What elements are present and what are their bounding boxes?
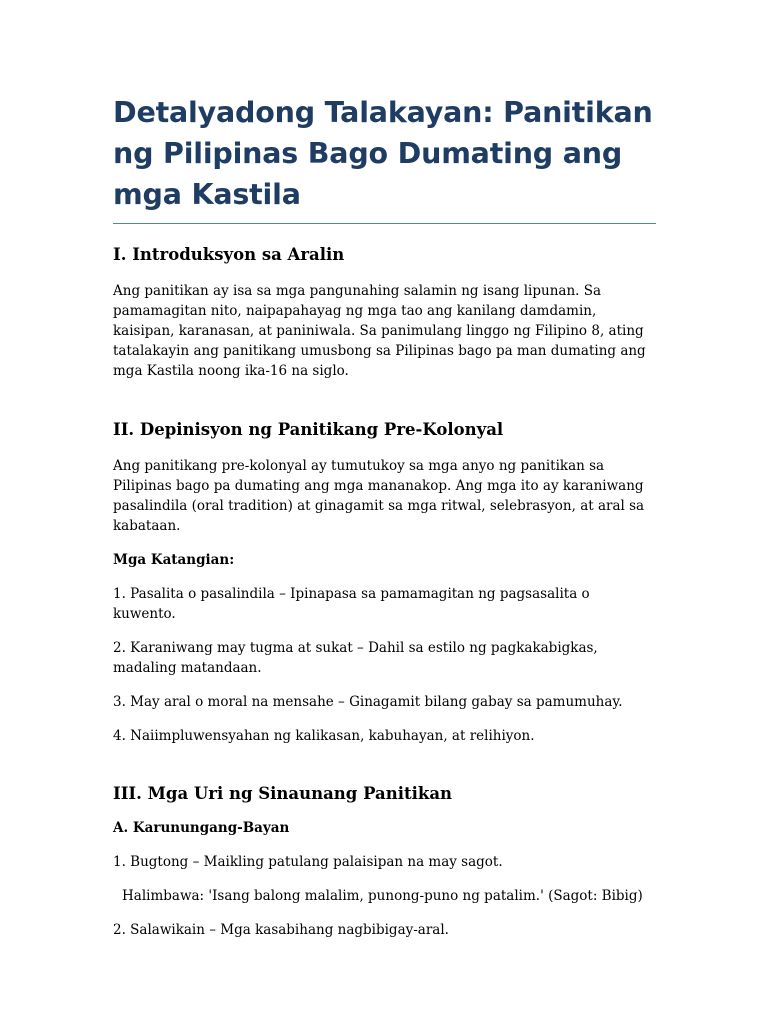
document-title: Detalyadong Talakayan: Panitikan ng Pilipinas Bago Dumating ang mga Kastila [113, 96, 653, 211]
list-item: 2. Karaniwang may tugma at sukat – Dahil sa estilo ng pagkakabigkas, madaling matandaan. [113, 640, 598, 676]
section-heading-definition: II. Depinisyon ng Panitikang Pre-Kolonyal [113, 420, 504, 439]
list-item: 4. Naiimpluwensyahan ng kalikasan, kabuhayan, at relihiyon. [113, 728, 535, 744]
list-item: 2. Salawikain – Mga kasabihang nagbibigay-aral. [113, 922, 449, 938]
characteristics-heading: Mga Katangian: [113, 552, 235, 568]
section-heading-types: III. Mga Uri ng Sinaunang Panitikan [113, 784, 453, 803]
title-underline [113, 223, 656, 224]
list-item: 1. Bugtong – Maikling patulang palaisipan na may sagot. [113, 854, 503, 870]
list-item: 1. Pasalita o pasalindila – Ipinapasa sa pamamagitan ng pagsasalita o kuwento. [113, 586, 590, 622]
intro-paragraph: Ang panitikan ay isa sa mga pangunahing salamin ng isang lipunan. Sa pamamagitan nito, naipapahayag ng mga tao ang kanilang damdamin, kaisipan, karanasan, at paniniwala. Sa panimulang linggo ng Filipino 8, ating tatalakayin ang panitikang umusbong sa Pilipinas bago pa man dumating ang mga Kastila noong ika-16 na siglo. [113, 283, 646, 379]
example-line: Halimbawa: 'Isang balong malalim, punong-puno ng patalim.' (Sagot: Bibig) [122, 888, 643, 904]
definition-paragraph: Ang panitikang pre-kolonyal ay tumutukoy sa mga anyo ng panitikan sa Pilipinas bago pa dumating ang mga mananakop. Ang mga ito ay karaniwang pasalindila (oral tradition) at ginagamit sa mga ritwal, selebrasyon, at aral sa kabataan. [113, 458, 645, 534]
document-page [113, 92, 656, 940]
list-item: 3. May aral o moral na mensahe – Ginagamit bilang gabay sa pamumuhay. [113, 694, 623, 710]
subsection-heading-karunungang-bayan: A. Karunungang-Bayan [113, 820, 290, 836]
section-heading-intro: I. Introduksyon sa Aralin [113, 245, 345, 264]
